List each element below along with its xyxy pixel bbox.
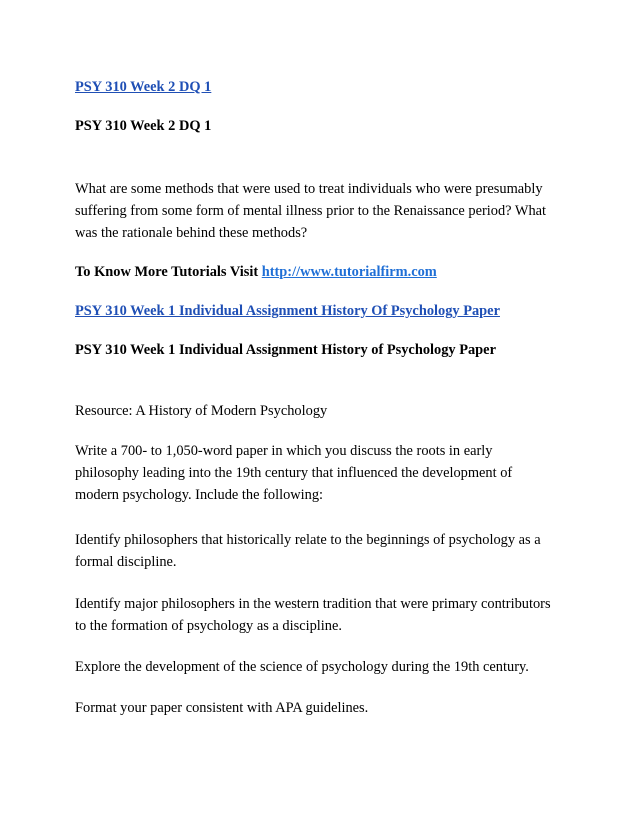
visit-line	[75, 261, 437, 283]
link-psy310-week2-dq1[interactable]: PSY 310 Week 2 DQ 1	[75, 79, 212, 95]
identify1-line-1: Identify philosophers that historically relate to the beginnings of psychology as a	[75, 532, 541, 548]
resource-line: Resource: A History of Modern Psychology	[75, 403, 328, 419]
question-line-2: suffering from some form of mental illness prior to the Renaissance period? What	[75, 203, 547, 219]
identify1-line-2: formal discipline.	[75, 554, 177, 570]
link-psy310-week1-assignment[interactable]: PSY 310 Week 1 Individual Assignment History Of Psychology Paper	[75, 303, 500, 319]
heading-psy310-week1-assignment: PSY 310 Week 1 Individual Assignment History of Psychology Paper	[75, 342, 496, 358]
format-line: Format your paper consistent with APA guidelines.	[75, 700, 369, 716]
write-line-3: modern psychology. Include the following:	[75, 487, 324, 503]
question-line-1: What are some methods that were used to treat individuals who were presumably	[75, 181, 543, 197]
question-line-3: was the rationale behind these methods?	[75, 225, 308, 241]
heading-psy310-week2-dq1: PSY 310 Week 2 DQ 1	[75, 118, 212, 134]
explore-line: Explore the development of the science of psychology during the 19th century.	[75, 659, 529, 675]
write-line-2: philosophy leading into the 19th century that influenced the development of	[75, 465, 513, 481]
tutorialfirm-link[interactable]: http://www.tutorialfirm.com	[261, 264, 437, 280]
identify2-line-1: Identify major philosophers in the western tradition that were primary contributors	[75, 596, 551, 612]
identify2-line-2: to the formation of psychology as a discipline.	[75, 618, 342, 634]
visit-prefix: To Know More Tutorials Visit	[75, 264, 262, 280]
write-line-1: Write a 700- to 1,050-word paper in which you discuss the roots in early	[75, 443, 493, 459]
